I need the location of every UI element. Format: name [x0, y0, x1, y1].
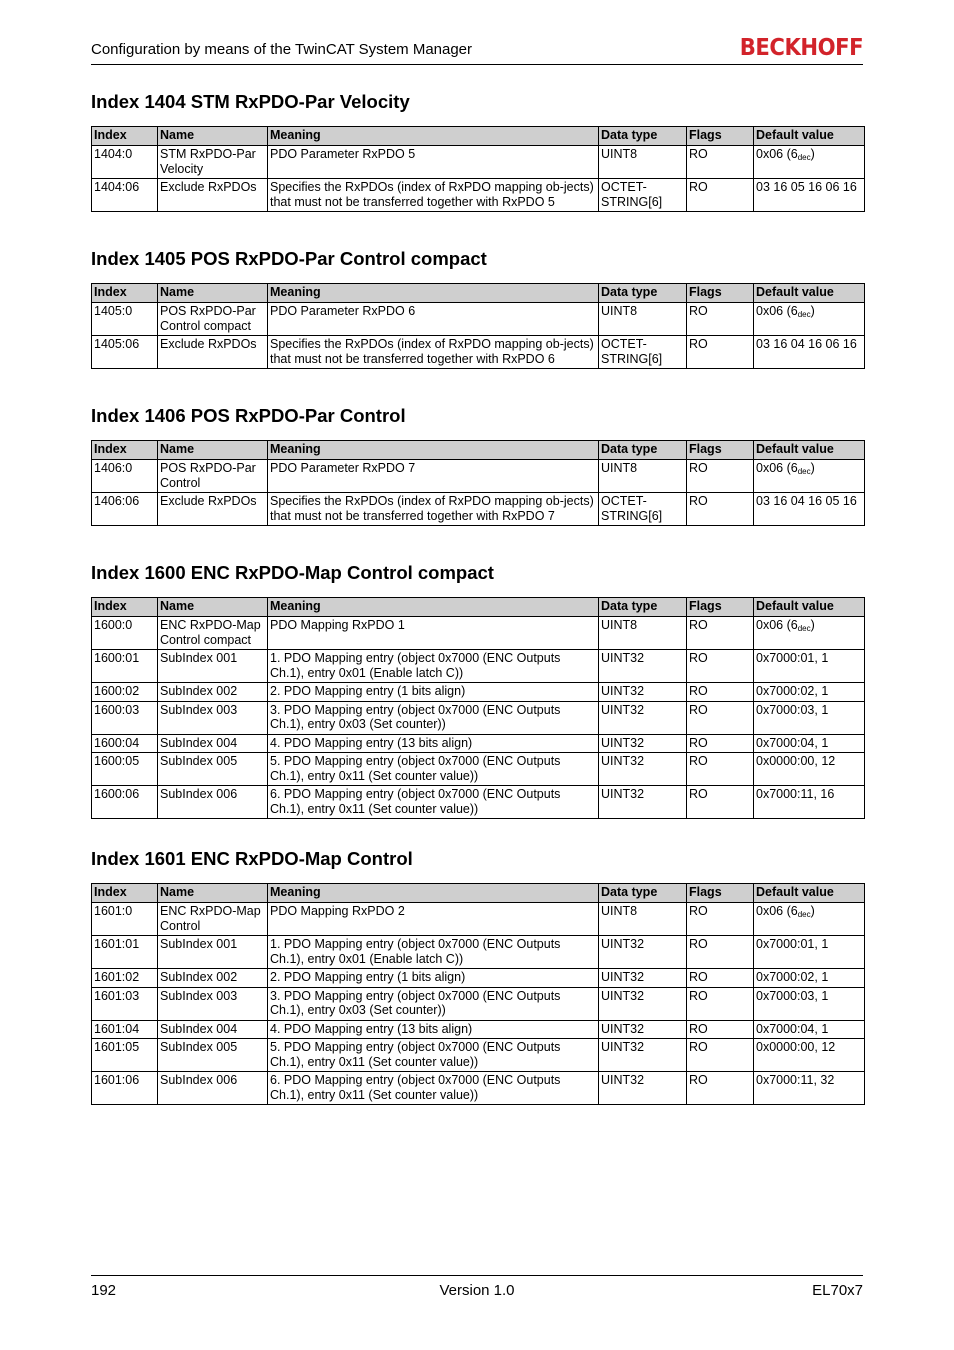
cell-index: 1406:0 [92, 460, 158, 493]
column-header: Name [158, 127, 268, 146]
cell-flags: RO [687, 1020, 754, 1039]
default-value-subscript: dec [797, 467, 811, 476]
cell-type: UINT32 [599, 650, 687, 683]
cell-index: 1601:02 [92, 969, 158, 988]
column-header: Data type [599, 441, 687, 460]
cell-def: 0x7000:01, 1 [754, 650, 865, 683]
default-value-tail: ) [810, 618, 815, 632]
cell-index: 1405:0 [92, 303, 158, 336]
cell-index: 1600:0 [92, 617, 158, 650]
section-1405 [91, 247, 864, 369]
column-header: Default value [754, 127, 865, 146]
cell-index: 1600:06 [92, 786, 158, 819]
default-value: 0x06 (6 [756, 904, 798, 918]
cell-meaning: PDO Parameter RxPDO 7 [268, 460, 599, 493]
column-header: Name [158, 284, 268, 303]
cell-flags: RO [687, 617, 754, 650]
cell-index: 1600:01 [92, 650, 158, 683]
cell-def [754, 146, 865, 179]
cell-def: 0x7000:03, 1 [754, 701, 865, 734]
table-row [92, 146, 865, 179]
cell-index: 1406:06 [92, 493, 158, 526]
object-table [91, 126, 865, 212]
cell-meaning: Specifies the RxPDOs (index of RxPDO mapping ob-jects) that must not be transferred together with RxPDO 7 [268, 493, 599, 526]
column-header: Default value [754, 441, 865, 460]
cell-flags: RO [687, 936, 754, 969]
column-header: Index [92, 441, 158, 460]
beckhoff-logo: BECKHOFF [739, 35, 863, 61]
cell-meaning: 2. PDO Mapping entry (1 bits align) [268, 683, 599, 702]
cell-name: Exclude RxPDOs [158, 336, 268, 369]
cell-flags: RO [687, 903, 754, 936]
cell-type: UINT8 [599, 146, 687, 179]
cell-def: 0x7000:11, 32 [754, 1072, 865, 1105]
cell-type: UINT8 [599, 903, 687, 936]
cell-flags: RO [687, 146, 754, 179]
cell-meaning: Specifies the RxPDOs (index of RxPDO mapping ob-jects) that must not be transferred together with RxPDO 6 [268, 336, 599, 369]
cell-index: 1600:05 [92, 753, 158, 786]
cell-name: SubIndex 004 [158, 1020, 268, 1039]
cell-type: UINT32 [599, 987, 687, 1020]
cell-flags: RO [687, 786, 754, 819]
cell-def: 0x0000:00, 12 [754, 753, 865, 786]
product-label: EL70x7 [812, 1282, 863, 1299]
column-header: Flags [687, 884, 754, 903]
section-1406 [91, 404, 864, 526]
cell-index: 1601:03 [92, 987, 158, 1020]
object-table [91, 283, 865, 369]
section-title: Index 1601 ENC RxPDO-Map Control [91, 848, 413, 869]
cell-def: 0x7000:04, 1 [754, 1020, 865, 1039]
default-value-tail: ) [810, 304, 815, 318]
table-row [92, 460, 865, 493]
cell-meaning: 5. PDO Mapping entry (object 0x7000 (ENC Outputs Ch.1), entry 0x11 (Set counter value)) [268, 753, 599, 786]
default-value: 0x06 (6 [756, 147, 798, 161]
cell-index: 1405:06 [92, 336, 158, 369]
default-value-subscript: dec [797, 310, 811, 319]
page-footer [91, 1275, 863, 1306]
cell-type: UINT32 [599, 753, 687, 786]
cell-flags: RO [687, 969, 754, 988]
cell-meaning: 1. PDO Mapping entry (object 0x7000 (ENC Outputs Ch.1), entry 0x01 (Enable latch C)) [268, 650, 599, 683]
table-header-row [92, 284, 865, 303]
cell-meaning: PDO Parameter RxPDO 5 [268, 146, 599, 179]
object-table [91, 597, 865, 819]
table-row [92, 303, 865, 336]
column-header: Flags [687, 284, 754, 303]
cell-flags: RO [687, 303, 754, 336]
cell-index: 1600:03 [92, 701, 158, 734]
page-header [91, 35, 863, 65]
cell-type: UINT32 [599, 683, 687, 702]
table-row [92, 650, 865, 683]
cell-meaning: 4. PDO Mapping entry (13 bits align) [268, 734, 599, 753]
table-row [92, 753, 865, 786]
cell-meaning: PDO Mapping RxPDO 1 [268, 617, 599, 650]
default-value: 0x06 (6 [756, 618, 798, 632]
cell-flags: RO [687, 734, 754, 753]
cell-index: 1600:02 [92, 683, 158, 702]
table-row [92, 617, 865, 650]
table-row [92, 701, 865, 734]
column-header: Default value [754, 284, 865, 303]
table-row [92, 1020, 865, 1039]
column-header: Meaning [268, 284, 599, 303]
cell-flags: RO [687, 701, 754, 734]
column-header: Meaning [268, 441, 599, 460]
cell-type: UINT8 [599, 460, 687, 493]
cell-index: 1601:05 [92, 1039, 158, 1072]
cell-def [754, 303, 865, 336]
table-row [92, 936, 865, 969]
object-table [91, 440, 865, 526]
table-row [92, 987, 865, 1020]
cell-index: 1601:06 [92, 1072, 158, 1105]
table-header-row [92, 441, 865, 460]
cell-meaning: 6. PDO Mapping entry (object 0x7000 (ENC Outputs Ch.1), entry 0x11 (Set counter value)) [268, 1072, 599, 1105]
cell-name: SubIndex 002 [158, 969, 268, 988]
cell-type: UINT32 [599, 701, 687, 734]
cell-index: 1601:0 [92, 903, 158, 936]
cell-type: UINT32 [599, 969, 687, 988]
cell-meaning: PDO Mapping RxPDO 2 [268, 903, 599, 936]
version-label: Version 1.0 [439, 1282, 515, 1299]
default-value: 0x06 (6 [756, 461, 798, 475]
cell-meaning: 6. PDO Mapping entry (object 0x7000 (ENC Outputs Ch.1), entry 0x11 (Set counter value)) [268, 786, 599, 819]
column-header: Flags [687, 441, 754, 460]
table-row [92, 903, 865, 936]
default-value: 0x06 (6 [756, 304, 798, 318]
default-value-tail: ) [810, 461, 815, 475]
table-header-row [92, 598, 865, 617]
column-header: Default value [754, 598, 865, 617]
cell-type: UINT32 [599, 936, 687, 969]
cell-name: SubIndex 003 [158, 701, 268, 734]
column-header: Index [92, 598, 158, 617]
cell-def: 0x7000:01, 1 [754, 936, 865, 969]
cell-index: 1601:04 [92, 1020, 158, 1039]
cell-type: OCTET-STRING[6] [599, 336, 687, 369]
cell-type: UINT32 [599, 1072, 687, 1105]
table-row [92, 786, 865, 819]
default-value-tail: ) [810, 904, 815, 918]
cell-name: SubIndex 005 [158, 753, 268, 786]
header-title: Configuration by means of the TwinCAT System Manager [91, 41, 473, 58]
cell-name: SubIndex 001 [158, 936, 268, 969]
section-1600 [91, 561, 864, 819]
cell-flags: RO [687, 493, 754, 526]
column-header: Name [158, 884, 268, 903]
section-title: Index 1600 ENC RxPDO-Map Control compact [91, 562, 494, 583]
column-header: Data type [599, 284, 687, 303]
cell-def: 0x0000:00, 12 [754, 1039, 865, 1072]
default-value-subscript: dec [797, 624, 811, 633]
cell-name: ENC RxPDO-Map Control [158, 903, 268, 936]
column-header: Flags [687, 598, 754, 617]
cell-flags: RO [687, 460, 754, 493]
cell-name: ENC RxPDO-Map Control compact [158, 617, 268, 650]
table-row [92, 179, 865, 212]
cell-def [754, 617, 865, 650]
cell-flags: RO [687, 1039, 754, 1072]
table-row [92, 493, 865, 526]
cell-type: UINT32 [599, 734, 687, 753]
cell-name: Exclude RxPDOs [158, 179, 268, 212]
cell-name: SubIndex 001 [158, 650, 268, 683]
cell-index: 1600:04 [92, 734, 158, 753]
cell-name: SubIndex 002 [158, 683, 268, 702]
table-row [92, 969, 865, 988]
column-header: Flags [687, 127, 754, 146]
column-header: Index [92, 884, 158, 903]
column-header: Data type [599, 127, 687, 146]
table-row [92, 1072, 865, 1105]
section-title: Index 1406 POS RxPDO-Par Control [91, 405, 406, 426]
cell-flags: RO [687, 753, 754, 786]
cell-def: 0x7000:03, 1 [754, 987, 865, 1020]
table-row [92, 1039, 865, 1072]
cell-def: 0x7000:11, 16 [754, 786, 865, 819]
cell-def [754, 903, 865, 936]
cell-name: SubIndex 003 [158, 987, 268, 1020]
cell-name: POS RxPDO-Par Control compact [158, 303, 268, 336]
cell-name: SubIndex 006 [158, 786, 268, 819]
cell-flags: RO [687, 650, 754, 683]
cell-type: UINT32 [599, 786, 687, 819]
section-1404 [91, 90, 864, 212]
object-table [91, 883, 865, 1105]
default-value-tail: ) [810, 147, 815, 161]
cell-def [754, 460, 865, 493]
cell-name: SubIndex 005 [158, 1039, 268, 1072]
column-header: Meaning [268, 598, 599, 617]
column-header: Meaning [268, 884, 599, 903]
cell-index: 1601:01 [92, 936, 158, 969]
cell-index: 1404:06 [92, 179, 158, 212]
default-value-subscript: dec [797, 910, 811, 919]
cell-type: UINT32 [599, 1020, 687, 1039]
column-header: Name [158, 441, 268, 460]
table-row [92, 336, 865, 369]
cell-type: UINT32 [599, 1039, 687, 1072]
page-number: 192 [91, 1282, 117, 1299]
cell-flags: RO [687, 987, 754, 1020]
cell-name: SubIndex 004 [158, 734, 268, 753]
cell-meaning: 1. PDO Mapping entry (object 0x7000 (ENC Outputs Ch.1), entry 0x01 (Enable latch C)) [268, 936, 599, 969]
column-header: Data type [599, 598, 687, 617]
column-header: Meaning [268, 127, 599, 146]
cell-type: OCTET-STRING[6] [599, 179, 687, 212]
default-value-subscript: dec [797, 153, 811, 162]
cell-meaning: 3. PDO Mapping entry (object 0x7000 (ENC Outputs Ch.1), entry 0x03 (Set counter)) [268, 701, 599, 734]
cell-type: UINT8 [599, 303, 687, 336]
cell-flags: RO [687, 1072, 754, 1105]
cell-name: STM RxPDO-Par Velocity [158, 146, 268, 179]
column-header: Name [158, 598, 268, 617]
cell-type: UINT8 [599, 617, 687, 650]
cell-meaning: PDO Parameter RxPDO 6 [268, 303, 599, 336]
table-header-row [92, 884, 865, 903]
cell-def: 03 16 05 16 06 16 [754, 179, 865, 212]
table-row [92, 734, 865, 753]
section-1601 [91, 847, 864, 1105]
cell-def: 03 16 04 16 05 16 [754, 493, 865, 526]
column-header: Index [92, 284, 158, 303]
cell-meaning: 2. PDO Mapping entry (1 bits align) [268, 969, 599, 988]
section-title: Index 1405 POS RxPDO-Par Control compact [91, 248, 487, 269]
column-header: Index [92, 127, 158, 146]
cell-def: 03 16 04 16 06 16 [754, 336, 865, 369]
cell-meaning: 3. PDO Mapping entry (object 0x7000 (ENC Outputs Ch.1), entry 0x03 (Set counter)) [268, 987, 599, 1020]
cell-meaning: 4. PDO Mapping entry (13 bits align) [268, 1020, 599, 1039]
table-header-row [92, 127, 865, 146]
column-header: Data type [599, 884, 687, 903]
cell-name: POS RxPDO-Par Control [158, 460, 268, 493]
cell-flags: RO [687, 179, 754, 212]
cell-def: 0x7000:02, 1 [754, 683, 865, 702]
cell-index: 1404:0 [92, 146, 158, 179]
cell-type: OCTET-STRING[6] [599, 493, 687, 526]
cell-meaning: 5. PDO Mapping entry (object 0x7000 (ENC Outputs Ch.1), entry 0x11 (Set counter value)) [268, 1039, 599, 1072]
table-row [92, 683, 865, 702]
cell-flags: RO [687, 683, 754, 702]
section-title: Index 1404 STM RxPDO-Par Velocity [91, 91, 410, 112]
cell-name: Exclude RxPDOs [158, 493, 268, 526]
cell-def: 0x7000:04, 1 [754, 734, 865, 753]
cell-flags: RO [687, 336, 754, 369]
cell-def: 0x7000:02, 1 [754, 969, 865, 988]
cell-name: SubIndex 006 [158, 1072, 268, 1105]
cell-meaning: Specifies the RxPDOs (index of RxPDO mapping ob-jects) that must not be transferred together with RxPDO 5 [268, 179, 599, 212]
column-header: Default value [754, 884, 865, 903]
